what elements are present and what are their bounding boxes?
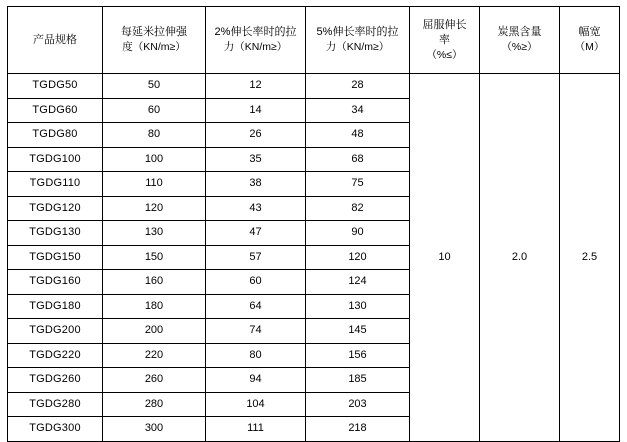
cell-tensile-2pct: 57	[206, 245, 306, 270]
cell-tensile-strength: 110	[103, 172, 206, 197]
cell-product-spec: TGDG120	[8, 196, 103, 221]
cell-tensile-2pct: 74	[206, 319, 306, 344]
cell-product-spec: TGDG50	[8, 74, 103, 99]
column-header-carbon-black: 炭黑含量 （%≥）	[480, 7, 560, 74]
cell-tensile-strength: 180	[103, 294, 206, 319]
cell-tensile-5pct: 28	[306, 74, 410, 99]
cell-tensile-5pct: 48	[306, 123, 410, 148]
cell-tensile-strength: 300	[103, 417, 206, 442]
cell-tensile-5pct: 68	[306, 147, 410, 172]
cell-carbon-black: 2.0	[480, 74, 560, 442]
cell-tensile-5pct: 120	[306, 245, 410, 270]
cell-product-spec: TGDG60	[8, 98, 103, 123]
cell-tensile-2pct: 38	[206, 172, 306, 197]
cell-tensile-2pct: 35	[206, 147, 306, 172]
cell-tensile-strength: 50	[103, 74, 206, 99]
cell-tensile-strength: 280	[103, 392, 206, 417]
cell-tensile-5pct: 185	[306, 368, 410, 393]
cell-tensile-5pct: 130	[306, 294, 410, 319]
cell-tensile-strength: 100	[103, 147, 206, 172]
cell-tensile-2pct: 94	[206, 368, 306, 393]
cell-tensile-strength: 200	[103, 319, 206, 344]
cell-tensile-2pct: 80	[206, 343, 306, 368]
cell-tensile-2pct: 26	[206, 123, 306, 148]
cell-yield-elongation: 10	[410, 74, 480, 442]
column-header-width: 幅宽 （M）	[560, 7, 620, 74]
column-header-tensile-strength: 每延米拉伸强 度（KN/m≥）	[103, 7, 206, 74]
cell-tensile-strength: 260	[103, 368, 206, 393]
column-header-yield-elongation: 屈服伸长 率 （%≤）	[410, 7, 480, 74]
document-sheet	[0, 6, 627, 435]
cell-tensile-2pct: 64	[206, 294, 306, 319]
cell-tensile-strength: 150	[103, 245, 206, 270]
product-spec-table	[7, 6, 620, 442]
cell-product-spec: TGDG220	[8, 343, 103, 368]
cell-product-spec: TGDG200	[8, 319, 103, 344]
cell-tensile-2pct: 47	[206, 221, 306, 246]
cell-tensile-strength: 120	[103, 196, 206, 221]
cell-product-spec: TGDG180	[8, 294, 103, 319]
cell-tensile-2pct: 14	[206, 98, 306, 123]
cell-tensile-2pct: 12	[206, 74, 306, 99]
header-row	[8, 7, 620, 74]
cell-tensile-strength: 130	[103, 221, 206, 246]
cell-tensile-5pct: 90	[306, 221, 410, 246]
cell-tensile-2pct: 60	[206, 270, 306, 295]
cell-product-spec: TGDG150	[8, 245, 103, 270]
cell-product-spec: TGDG260	[8, 368, 103, 393]
cell-tensile-2pct: 111	[206, 417, 306, 442]
table-header	[8, 7, 620, 74]
cell-product-spec: TGDG130	[8, 221, 103, 246]
cell-tensile-strength: 80	[103, 123, 206, 148]
cell-product-spec: TGDG280	[8, 392, 103, 417]
table-body	[8, 74, 620, 442]
cell-tensile-5pct: 82	[306, 196, 410, 221]
cell-tensile-2pct: 104	[206, 392, 306, 417]
cell-product-spec: TGDG110	[8, 172, 103, 197]
column-header-product-spec: 产品规格	[8, 7, 103, 74]
cell-tensile-5pct: 203	[306, 392, 410, 417]
cell-tensile-5pct: 218	[306, 417, 410, 442]
cell-product-spec: TGDG160	[8, 270, 103, 295]
cell-tensile-5pct: 156	[306, 343, 410, 368]
cell-tensile-strength: 160	[103, 270, 206, 295]
cell-tensile-5pct: 145	[306, 319, 410, 344]
cell-tensile-5pct: 124	[306, 270, 410, 295]
cell-tensile-strength: 220	[103, 343, 206, 368]
column-header-tensile-2pct: 2%伸长率时的拉 力（KN/m≥）	[206, 7, 306, 74]
cell-tensile-5pct: 75	[306, 172, 410, 197]
cell-tensile-5pct: 34	[306, 98, 410, 123]
cell-width: 2.5	[560, 74, 620, 442]
cell-product-spec: TGDG300	[8, 417, 103, 442]
cell-tensile-strength: 60	[103, 98, 206, 123]
cell-tensile-2pct: 43	[206, 196, 306, 221]
table-row	[8, 74, 620, 99]
cell-product-spec: TGDG100	[8, 147, 103, 172]
cell-product-spec: TGDG80	[8, 123, 103, 148]
column-header-tensile-5pct: 5%伸长率时的拉 力（KN/m≥）	[306, 7, 410, 74]
